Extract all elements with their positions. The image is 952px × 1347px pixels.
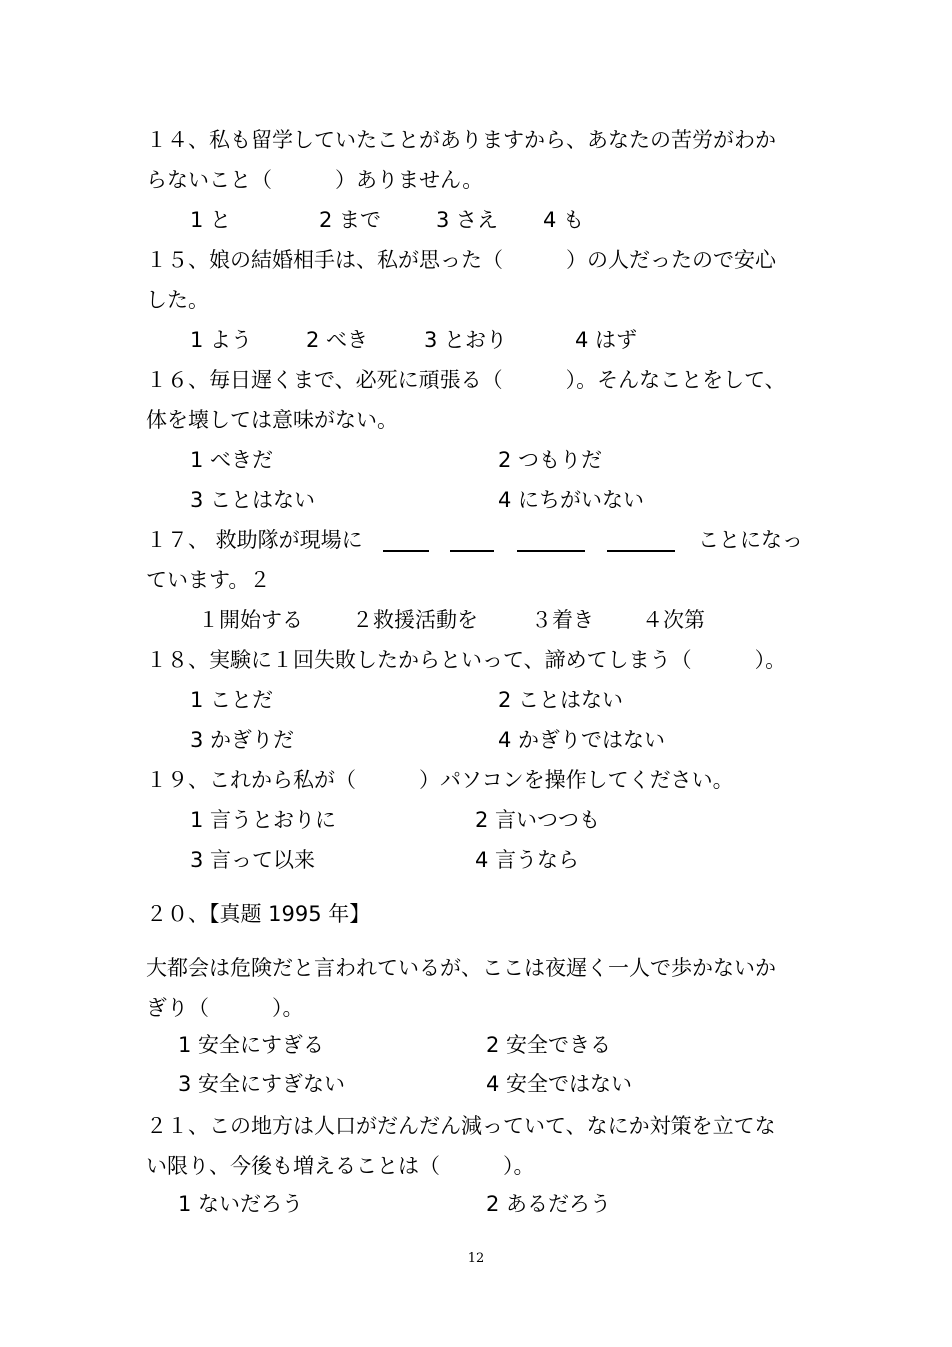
q15-option-3: 3 とおり bbox=[424, 328, 508, 352]
q20-option-3: 3 安全にすぎない bbox=[178, 1072, 346, 1096]
q17-option-1: １開始する bbox=[198, 608, 303, 632]
q15-option-2: 2 べき bbox=[306, 328, 369, 352]
q14-option-1: 1 と bbox=[190, 208, 232, 232]
q20-line-2: ぎり（ ）。 bbox=[146, 996, 304, 1020]
q16-option-2: 2 つもりだ bbox=[498, 448, 603, 472]
q18-option-2: 2 ことはない bbox=[498, 688, 624, 712]
q19-option-2: 2 言いつつも bbox=[475, 808, 601, 832]
q20-option-2: 2 安全できる bbox=[486, 1033, 612, 1057]
q17-blank-4 bbox=[607, 550, 675, 552]
q16-option-3: 3 ことはない bbox=[190, 488, 316, 512]
q19-line-1: １９、これから私が（ ）パソコンを操作してください。 bbox=[146, 768, 734, 792]
q19-option-4: 4 言うなら bbox=[475, 848, 580, 872]
q17-stem: １７、 救助隊が現場に bbox=[146, 528, 363, 552]
q14-option-2: 2 まで bbox=[319, 208, 382, 232]
q18-line-1: １８、実験に１回失敗したからといって、諦めてしまう（ ）。 bbox=[146, 648, 787, 672]
q17-line-2: ています。２ bbox=[146, 568, 271, 592]
q18-option-3: 3 かぎりだ bbox=[190, 728, 295, 752]
q17-option-3: ３着き bbox=[531, 608, 594, 632]
q20-heading: ２０、【真题 1995 年】 bbox=[146, 902, 371, 926]
q21-line-2: い限り、今後も増えることは（ ）。 bbox=[146, 1154, 535, 1178]
q16-option-4: 4 にちがいない bbox=[498, 488, 645, 512]
q19-option-3: 3 言って以来 bbox=[190, 848, 316, 872]
q15-line-1: １５、娘の結婚相手は、私が思った（ ）の人だったので安心 bbox=[146, 248, 776, 272]
q15-line-2: した。 bbox=[146, 288, 209, 312]
q14-line-2: らないこと（ ）ありません。 bbox=[146, 168, 484, 192]
q15-option-4: 4 はず bbox=[575, 328, 638, 352]
q21-option-1: 1 ないだろう bbox=[178, 1192, 304, 1216]
q17-stem-tail: ことになっ bbox=[698, 528, 803, 552]
q14-line-1: １４、私も留学していたことがありますから、あなたの苦労がわか bbox=[146, 128, 776, 152]
q15-option-1: 1 よう bbox=[190, 328, 253, 352]
q16-line-2: 体を壊しては意味がない。 bbox=[146, 408, 398, 432]
q14-option-4: 4 も bbox=[543, 208, 585, 232]
q20-option-1: 1 安全にすぎる bbox=[178, 1033, 325, 1057]
q18-option-4: 4 かぎりではない bbox=[498, 728, 666, 752]
q21-option-2: 2 あるだろう bbox=[486, 1192, 612, 1216]
q14-option-3: 3 さえ bbox=[436, 208, 499, 232]
q16-option-1: 1 べきだ bbox=[190, 448, 274, 472]
q17-blank-2 bbox=[450, 550, 494, 552]
page-number: 12 bbox=[467, 1251, 485, 1266]
q17-option-4: ４次第 bbox=[642, 608, 705, 632]
q17-blank-1 bbox=[383, 550, 429, 552]
q20-option-4: 4 安全ではない bbox=[486, 1072, 633, 1096]
q19-option-1: 1 言うとおりに bbox=[190, 808, 337, 832]
q17-option-2: ２救援活動を bbox=[352, 608, 478, 632]
q18-option-1: 1 ことだ bbox=[190, 688, 274, 712]
q17-blank-3 bbox=[517, 550, 585, 552]
q20-line-1: 大都会は危険だと言われているが、ここは夜遅く一人で歩かないか bbox=[146, 956, 776, 980]
q16-line-1: １６、毎日遅くまで、必死に頑張る（ ）。そんなことをして、 bbox=[146, 368, 786, 392]
q21-line-1: ２１、この地方は人口がだんだん減っていて、なにか対策を立てな bbox=[146, 1114, 776, 1138]
